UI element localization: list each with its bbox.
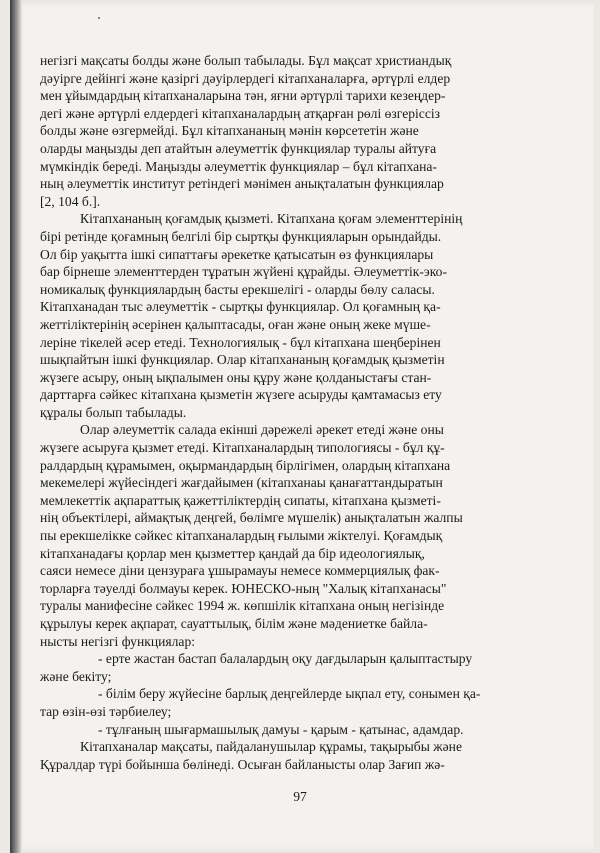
body-text: [40, 52, 554, 773]
text-line: жүзеге асыруға қызмет етеді. Кітапханалардың типологиясы - бұл құ-: [40, 440, 445, 456]
list-item-line: - білім беру жүйесіне барлық деңгейлерде ықпал ету, сонымен қа-: [98, 686, 481, 702]
text-line: тар өзін-өзі тәрбиелеу;: [40, 703, 172, 719]
text-line: мемлекеттік ақпараттық қажеттіліктердің сипаты, кітапхана қызметі-: [40, 492, 441, 508]
text-line: ралдардың құрамымен, оқырмандардың бірлігімен, олардың кітапхана: [40, 457, 451, 473]
book-spine-shadow: [10, 0, 22, 853]
text-line: болды және өзгермейді. Бұл кітапхананың мәнін көрсететін және: [40, 123, 419, 139]
text-line: кітапханадағы қорлар мен қызметтер қандай да бір идеологиялық,: [40, 545, 425, 561]
text-line: ның әлеуметтік институт ретіндегі мәнімен анықталатын функциялар: [40, 176, 444, 192]
page-number: 97: [293, 789, 307, 804]
text-line: торларға тәуелді болмауы керек. ЮНЕСКО-ның "Халық кітапханасы": [40, 580, 447, 596]
text-line: [2, 104 б.].: [40, 193, 101, 209]
paragraph-start-line: Кітапханалар мақсаты, пайдаланушылар құрамы, тақырыбы және: [80, 739, 462, 755]
text-line: нысты негізгі функциялар:: [40, 633, 196, 649]
list-item-line: - ерте жастан бастап балалардың оқу дағдыларын қалыптастыру: [98, 651, 473, 667]
text-line: туралы манифесіне сәйкес 1994 ж. көпшілік кітапхана оның негізінде: [40, 598, 445, 614]
text-line: дарттарға сәйкес кітапхана қызметін жүзеге асыруды қамтамасыз ету: [40, 387, 442, 403]
text-line: дегі және әртүрлі елдердегі кітапханалардың атқарған рөлі өзгеріссіз: [40, 105, 441, 121]
text-line: құрылуы керек ақпарат, сауаттылық, білім және мәдениетке байла-: [40, 616, 428, 631]
text-line: және бекіту;: [40, 668, 112, 684]
text-line: мекемелері жүйесіндегі жағдайымен (кітапханаы қанағаттандыратын: [40, 475, 443, 491]
text-line: пы ерекшелікке сәйкес кітапханалардың ғылыми жіктелуі. Қоғамдық: [40, 528, 443, 544]
text-line: номикалық функциялардың басты ерекшелігі - оларды бөлу саласы.: [40, 281, 435, 297]
text-line: Кітапханадан тыс әлеуметтік - сыртқы функциялар. Ол қоғамның қа-: [40, 299, 441, 315]
paragraph-start-line: Кітапхананың қоғамдық қызметі. Кітапхана қоғам элементтерінің: [80, 211, 463, 227]
text-line: Құралдар түрі бойынша бөлінеді. Осыған байланысты олар Зағип жә-: [40, 756, 445, 772]
text-line: леріне тікелей әсер етеді. Технологиялық - бұл кітапхана шеңберінен: [40, 334, 441, 350]
text-line: нің объектілері, аймақтық деңгей, бөлімге мүшелік) анықталатын жалпы: [40, 510, 463, 526]
text-line: оларды маңызды деп атайтын әлеуметтік функциялар туралы айтуға: [40, 140, 437, 156]
text-line: Ол бір уақытта ішкі сипаттағы әрекетке қатысатын өз функциялары: [40, 246, 434, 262]
scan-speck: [98, 17, 100, 19]
text-line: құралы болып табылады.: [40, 404, 187, 420]
text-line: саяси немесе діни цензураға ұшырамауы немесе коммерциялық фак-: [40, 563, 440, 579]
text-line: негізгі мақсаты болды және болып табылады. Бұл мақсат христиандық: [40, 53, 452, 68]
text-line: мүмкіндік береді. Маңызды әлеуметтік функциялар – бұл кітапхана-: [40, 158, 437, 174]
text-line: дәуірге дейінгі және қазіргі дәуірлердегі кітапханаларға, әртүрлі елдер: [40, 70, 451, 86]
text-line: бірі ретінде қоғамның белгілі бір сыртқы функцияларын орындайды.: [40, 228, 442, 244]
text-line: шықпайтын ішкі функциялар. Олар кітапхананың қоғамдық қызметін: [40, 352, 445, 368]
text-line: жеттіліктерінің әсерінен қалыптасады, оған және оның жеке мүше-: [40, 316, 431, 332]
text-line: жүзеге асыру, оның ықпалымен оны құру және қолданыстағы стан-: [40, 369, 432, 385]
list-item-line: - тұлғаның шығармашылық дамуы - қарым - қатынас, адамдар.: [98, 721, 464, 737]
text-line: мен ұйымдардың кітапханаларына тән, яғни әртүрлі тарихи кезеңдер-: [40, 88, 446, 104]
text-line: бар бірнеше элементтерден тұратын жүйені құрайды. Әлеуметтік-эко-: [40, 264, 447, 280]
paragraph-start-line: Олар әлеуметтік салада екінші дәрежелі әрекет етеді және оны: [80, 422, 444, 438]
